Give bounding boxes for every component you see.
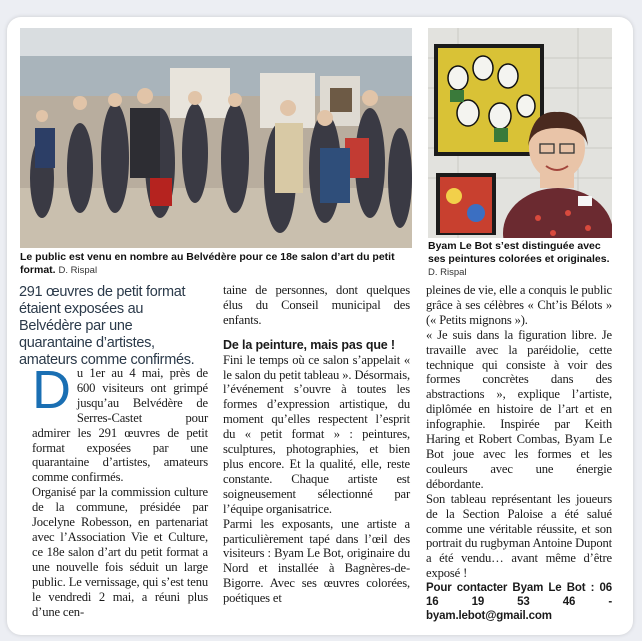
column-1-paragraph-2: Organisé par la commission culture de la commune, présidée par Jocelyne Robesson, en partenariat avec l’Association Vie et Culture, ce 18e salon d’art du petit format a une nouvelle fois séduit un large public. Le vernissage, qui s’est tenu le vendredi 2 mai, a réuni plus d’une cen- <box>32 485 208 619</box>
left-photo-caption-text: Le public est venu en nombre au Belvédère pour ce 18e salon d’art du petit format. <box>20 251 395 276</box>
drop-cap: D <box>32 360 71 420</box>
right-photo-caption <box>428 240 616 279</box>
column-1-lead-text: u 1er au 4 mai, près de 600 visiteurs ont grimpé jusqu’au Belvédère de Serres-Castet pour admirer les 291 œuvres de petit format exposées par une quarantaine d’artistes, amateurs comme confirmés. <box>32 366 208 485</box>
section-subhead: De la peinture, mais pas que ! <box>223 337 395 352</box>
right-photo-credit: D. Rispal <box>428 267 467 278</box>
article-intro: 291 œuvres de petit format étaient exposées au Belvédère par une quarantaine d’artistes, amateurs comme confirmés. <box>19 284 195 368</box>
left-photo-credit: D. Rispal <box>58 265 98 276</box>
column-2-paragraph-1: taine de personnes, dont quelques élus du Conseil municipal des enfants. <box>223 283 410 327</box>
article-column-3 <box>426 283 612 623</box>
column-2-paragraph-3: Parmi les exposants, une artiste a particulièrement tapé dans l’œil des visiteurs : Byam Le Bot, originaire du Nord et installée à Bagnères-de-Bigorre. Avec ses œuvres colorées, poétiques et <box>223 516 410 606</box>
column-3-paragraph-1: pleines de vie, elle a conquis le public grâce à ses célèbres « Cht’is Bélots » (« Petits mignons »). <box>426 283 612 327</box>
artist-portrait-photo <box>428 28 612 238</box>
article-column-2 <box>223 283 410 606</box>
column-3-paragraph-3: Son tableau représentant les joueurs de la Section Paloise a été salué comme une véritable réussite, et son portrait du rugbyman Antoine Dupont a été vendu… avant même d’être exposé ! <box>426 491 612 581</box>
left-photo-caption <box>20 251 415 277</box>
exhibition-crowd-photo <box>20 28 412 248</box>
artist-contact: Pour contacter Byam Le Bot : 06 16 19 53 46 - byam.lebot@gmail.com <box>426 582 612 623</box>
article-column-1 <box>32 360 208 619</box>
column-1-paragraph-1 <box>32 360 208 485</box>
column-3-paragraph-2: « Je suis dans la figuration libre. Je travaille avec la paréidolie, cette technique qui consiste à voir des formes concrètes dans des abstractions », explique l’artiste, diplômée en histoire de l’art et en infographie. Inspirée par Keith Haring et Robert Combas, Byam Le Bot joue avec les formes et les couleurs avec une énergie débordante. <box>426 327 612 491</box>
column-2-paragraph-2: Fini le temps où ce salon s’appelait « le salon du petit tableau ». Désormais, l’événement s’ouvre à toutes les formes d’expression artistique, du moment qu’elles respectent l’esprit du « petit format » : peintures, sculptures, photographies, et bien plus encore. Et la qualité, elle, reste constante. Chaque artiste est soigneusement sélectionné par l’équipe organisatrice. <box>223 352 410 516</box>
right-photo-caption-text: Byam Le Bot s’est distinguée avec ses peintures colorées et originales. <box>428 240 610 265</box>
